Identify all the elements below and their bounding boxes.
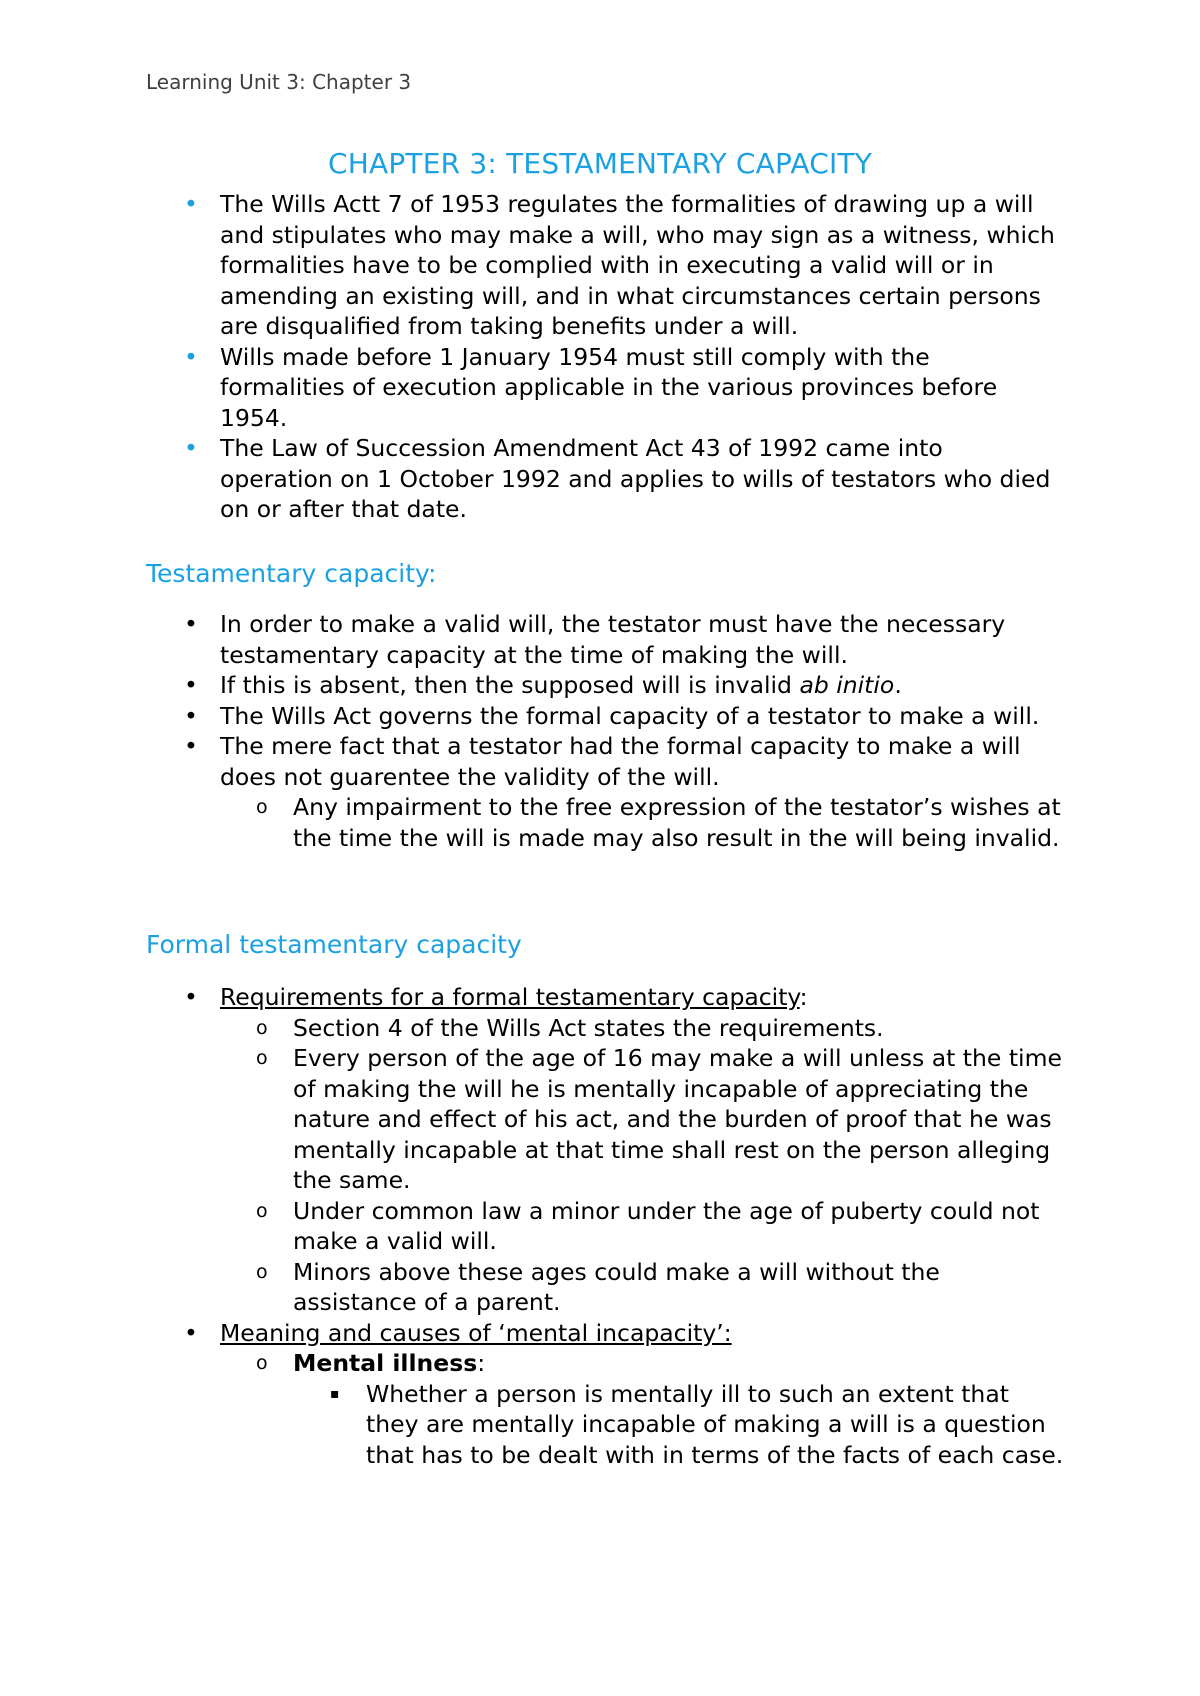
list-item — [0, 1013, 1063, 1044]
bullet-icon: • — [184, 434, 198, 462]
list-item — [0, 1348, 1063, 1379]
req-sub-1: Section 4 of the Wills Act states the requirements. — [293, 1013, 884, 1042]
bullet-icon: • — [184, 983, 198, 1011]
req-sub-4: Minors above these ages could make a will without the assistance of a parent. — [293, 1257, 940, 1316]
section-heading-formal-capacity: Formal testamentary capacity — [146, 930, 522, 959]
circle-bullet-icon: o — [256, 1047, 268, 1069]
list-item — [0, 433, 1060, 525]
mental-illness-colon: : — [477, 1349, 486, 1377]
bullet-icon: • — [184, 190, 198, 218]
section2-list — [0, 982, 1200, 1470]
circle-bullet-icon: o — [256, 1199, 268, 1222]
s1-item-2-text: If this is absent, then the supposed will is invalid — [220, 671, 800, 699]
s1-item-2-end: . — [894, 671, 902, 699]
s1-item-4: The mere fact that a testator had the formal capacity to make a will does not guarentee the validity of the will. — [220, 732, 1021, 791]
circle-bullet-icon: o — [256, 1352, 268, 1374]
bullet-icon: • — [184, 1318, 198, 1347]
list-item — [0, 1257, 1063, 1318]
list-item — [0, 609, 1060, 670]
bullet-icon: • — [184, 701, 198, 730]
mental-illness-detail: Whether a person is mentally ill to such an extent that they are mentally incapable of making a will is a question that has to be dealt with in terms of the facts of each case. — [366, 1379, 1064, 1469]
bullet-icon: • — [184, 610, 198, 638]
intro-list — [0, 189, 1200, 525]
page-header: Learning Unit 3: Chapter 3 — [146, 70, 412, 94]
bullet-icon: • — [184, 342, 198, 371]
circle-bullet-icon: o — [256, 1260, 268, 1283]
s1-item-2-italic: ab initio — [799, 671, 895, 699]
list-item — [0, 1196, 1063, 1257]
list-item — [0, 1379, 1066, 1471]
bullet-icon: • — [184, 732, 198, 760]
intro-item-2: Wills made before 1 January 1954 must still comply with the formalities of execution applicable in the various provinces before 1954. — [220, 342, 998, 432]
chapter-title: CHAPTER 3: TESTAMENTARY CAPACITY — [327, 147, 873, 180]
list-item — [0, 982, 1060, 1013]
list-item — [0, 701, 1060, 732]
s1-item-4-sub: Any impairment to the free expression of the testator’s wishes at the time the will is made may also result in the will being invalid. — [293, 793, 1061, 852]
mental-illness-label: Mental illness — [293, 1349, 478, 1377]
bullet-icon: • — [184, 671, 198, 699]
list-item — [0, 731, 1060, 792]
list-item — [0, 1318, 1060, 1349]
requirements-colon: : — [799, 983, 808, 1011]
list-item — [0, 342, 1060, 434]
meaning-label: Meaning and causes of ‘mental incapacity’: — [220, 1318, 732, 1347]
req-sub-2: Every person of the age of 16 may make a will unless at the time of making the will he is mentally incapable of appreciating the nature and effect of his act, and the burden of proof that he was mentally incapable at that time shall rest on the person alleging the same. — [293, 1044, 1062, 1194]
section1-list — [0, 609, 1200, 853]
req-sub-3: Under common law a minor under the age of puberty could not make a valid will. — [293, 1196, 1040, 1255]
intro-item-3: The Law of Succession Amendment Act 43 of 1992 came into operation on 1 October 1992 and applies to wills of testators who died on or after that date. — [220, 434, 1051, 523]
s1-item-3: The Wills Act governs the formal capacity of a testator to make a will. — [220, 701, 1040, 730]
list-item — [0, 670, 1060, 701]
circle-bullet-icon: o — [256, 796, 268, 818]
circle-bullet-icon: o — [256, 1016, 268, 1039]
s1-item-1: In order to make a valid will, the testator must have the necessary testamentary capacity at the time of making the will. — [220, 610, 1006, 669]
list-item — [0, 792, 1063, 853]
intro-item-1: The Wills Actt 7 of 1953 regulates the formalities of drawing up a will and stipulates who may make a will, who may sign as a witness, which formalities have to be complied with in executing a valid will or in amending an existing will, and in what circumstances certain persons are disqualified from taking benefits under a will. — [220, 190, 1055, 340]
list-item — [0, 189, 1060, 342]
square-bullet-icon: ▪ — [330, 1385, 340, 1402]
section-heading-testamentary-capacity: Testamentary capacity: — [146, 559, 437, 588]
list-item — [0, 1043, 1063, 1196]
requirements-label: Requirements for a formal testamentary capacity — [220, 983, 800, 1011]
